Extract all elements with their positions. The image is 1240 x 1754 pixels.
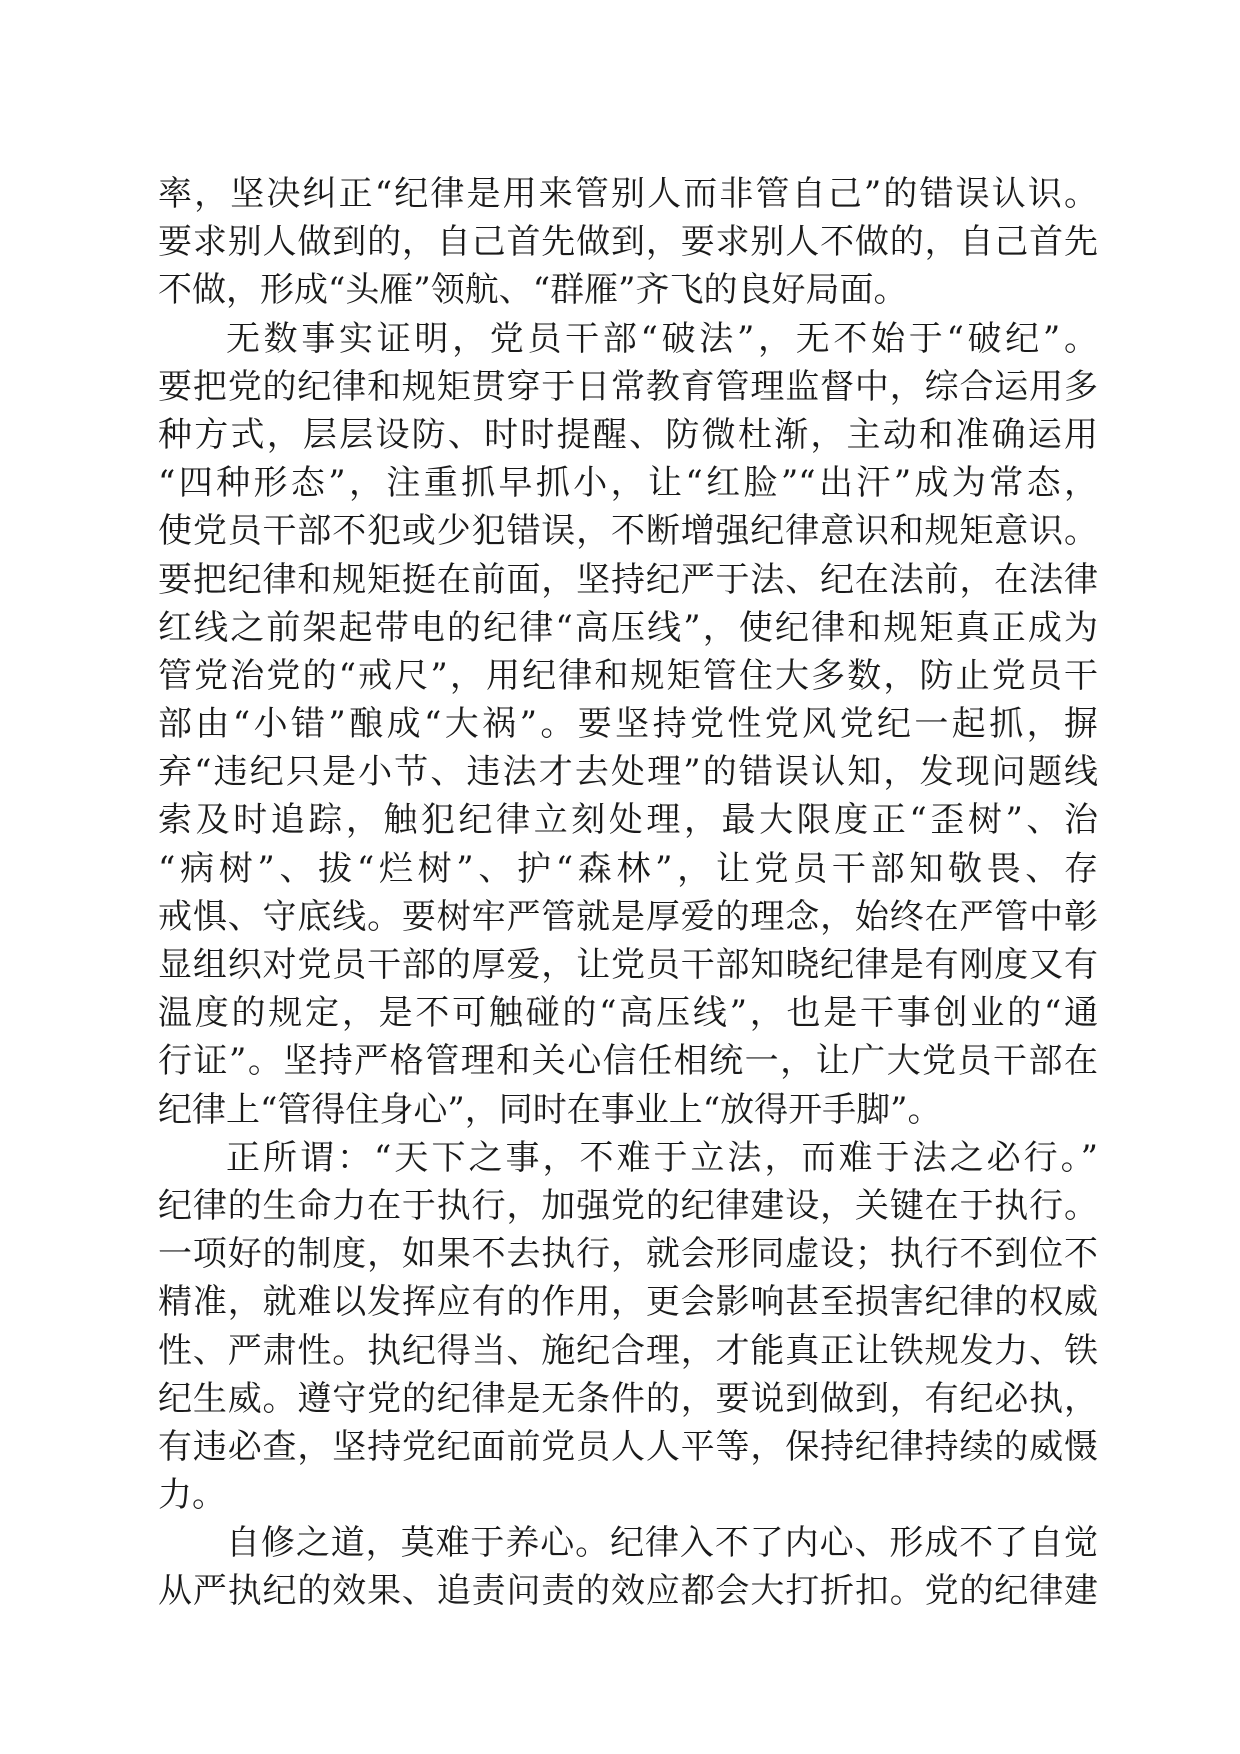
text-line: 要把党的纪律和规矩贯穿于日常教育管理监督中，综合运用多 (158, 366, 1098, 407)
text-line: 使党员干部不犯或少犯错误，不断增强纪律意识和规矩意识。 (158, 511, 1098, 552)
text-line: 纪律上“管得住身心”，同时在事业上“放得开手脚”。 (158, 1089, 942, 1130)
text-line: 要把纪律和规矩挺在前面，坚持纪严于法、纪在法前，在法律 (158, 559, 1098, 600)
text-line: “四种形态”，注重抓早抓小，让“红脸”“出汗”成为常态， (158, 463, 1098, 504)
text-line: 自修之道，莫难于养心。纪律入不了内心、形成不了自觉 (226, 1523, 1098, 1564)
text-line: 温度的规定，是不可触碰的“高压线”，也是干事创业的“通 (158, 993, 1098, 1034)
text-line: 无数事实证明，党员干部“破法”，无不始于“破纪”。 (226, 318, 1098, 359)
text-line: 要求别人做到的，自己首先做到，要求别人不做的，自己首先 (158, 222, 1098, 263)
text-line: 性、严肃性。执纪得当、施纪合理，才能真正让铁规发力、铁 (158, 1330, 1098, 1371)
text-line: 显组织对党员干部的厚爱，让党员干部知晓纪律是有刚度又有 (158, 945, 1098, 985)
body-text (158, 170, 1098, 1616)
text-line: “病树”、拔“烂树”、护“森林”，让党员干部知敬畏、存 (158, 848, 1098, 889)
text-line: 一项好的制度，如果不去执行，就会形同虚设；执行不到位不 (158, 1234, 1098, 1275)
text-line: 红线之前架起带电的纪律“高压线”，使纪律和规矩真正成为 (158, 607, 1098, 648)
text-line: 种方式，层层设防、时时提醒、防微杜渐，主动和准确运用 (158, 414, 1098, 455)
text-line: 行证”。坚持严格管理和关心信任相统一，让广大党员干部在 (158, 1041, 1098, 1082)
text-line: 精准，就难以发挥应有的作用，更会影响甚至损害纪律的权威 (158, 1282, 1098, 1323)
text-line: 索及时追踪，触犯纪律立刻处理，最大限度正“歪树”、治 (158, 800, 1098, 841)
text-line: 部由“小错”酿成“大祸”。要坚持党性党风党纪一起抓，摒 (158, 704, 1098, 745)
text-line: 率，坚决纠正“纪律是用来管别人而非管自己”的错误认识。 (158, 174, 1098, 214)
text-line: 从严执纪的效果、追责问责的效应都会大打折扣。党的纪律建 (158, 1571, 1098, 1612)
text-line: 戒惧、守底线。要树牢严管就是厚爱的理念，始终在严管中彰 (158, 896, 1098, 937)
text-line: 纪生威。遵守党的纪律是无条件的，要说到做到，有纪必执， (158, 1378, 1098, 1419)
text-line: 不做，形成“头雁”领航、“群雁”齐飞的良好局面。 (158, 270, 908, 311)
text-line: 正所谓：“天下之事，不难于立法，而难于法之必行。” (226, 1137, 1098, 1178)
text-line: 弃“违纪只是小节、违法才去处理”的错误认知，发现问题线 (158, 752, 1098, 793)
text-line: 纪律的生命力在于执行，加强党的纪律建设，关键在于执行。 (158, 1185, 1098, 1226)
text-line: 力。 (158, 1475, 226, 1516)
text-line: 管党治党的“戒尺”，用纪律和规矩管住大多数，防止党员干 (158, 655, 1098, 696)
text-line: 有违必查，坚持党纪面前党员人人平等，保持纪律持续的威慑 (158, 1426, 1098, 1467)
